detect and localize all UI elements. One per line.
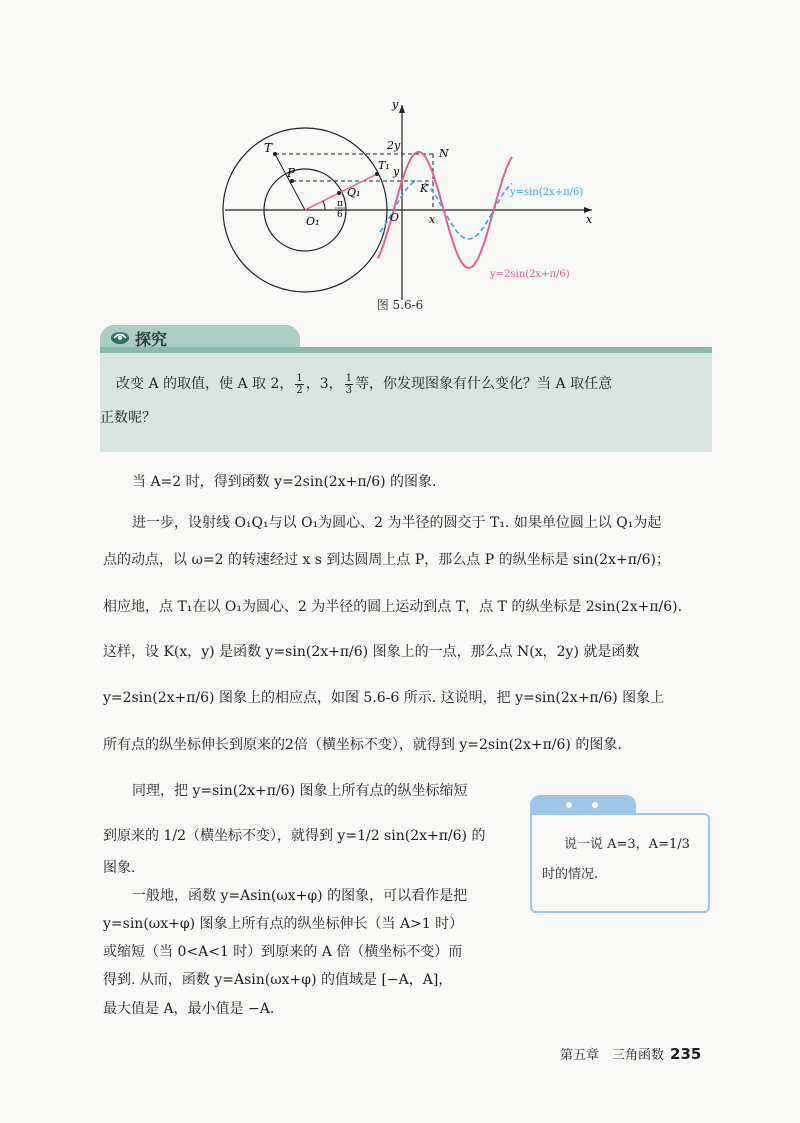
paragraph-2-line-2: 点的动点，以 ω=2 的转速经过 x s 到达圆周上点 P，那么点 P 的纵坐标是 sin(2x+π/6)； — [103, 552, 670, 568]
discussion-text: 说一说 A=3，A=1/3 时的情况. — [542, 837, 690, 882]
label-O: O — [390, 211, 400, 224]
paragraph-4-line-1: 一般地，函数 y=Asin(ωx+φ) 的图象，可以看作是把 — [132, 888, 468, 904]
paragraph-2-line-4: 这样，设 K(x，y) 是函数 y=sin(2x+π/6) 图象上的一点，那么点 N(x，2y) 就是函数 — [103, 644, 640, 660]
label-T1: T₁ — [378, 159, 390, 172]
figure-5-6-6 — [220, 95, 600, 305]
paragraph-3-line-2: 到原来的 1/2（横坐标不变），就得到 y=1/2 sin(2x+π/6) 的 — [103, 828, 486, 844]
paragraph-4-line-3: 或缩短（当 0<A<1 时）到原来的 A 倍（横坐标不变）而 — [103, 944, 463, 960]
y-axis-label: y — [392, 98, 399, 111]
paragraph-4-line-2: y=sin(ωx+φ) 图象上所有点的纵坐标伸长（当 A>1 时） — [103, 916, 464, 932]
angle-den: 6 — [337, 210, 343, 220]
paragraph-4-line-5: 最大值是 A，最小值是 −A. — [103, 1001, 275, 1017]
paragraph-3-line-1: 同理，把 y=sin(2x+π/6) 图象上所有点的纵坐标缩短 — [132, 783, 468, 799]
paragraph-2-line-1: 进一步，设射线 O₁Q₁与以 O₁为圆心、2 为半径的圆交于 T₁. 如果单位圆上以 Q₁为起 — [132, 515, 662, 531]
label-x: x — [429, 213, 436, 226]
chapter-title: 第五章 三角函数 — [560, 1048, 665, 1063]
explore-tab — [100, 325, 300, 349]
paragraph-1: 当 A=2 时，得到函数 y=2sin(2x+π/6) 的图象. — [132, 474, 437, 490]
explore-box — [100, 325, 712, 452]
explore-icon — [110, 329, 130, 345]
figure-caption: 图 5.6-6 — [376, 298, 424, 312]
label-K: K — [420, 182, 429, 195]
label-Q1: Q₁ — [347, 186, 361, 199]
page-number: 235 — [670, 1045, 702, 1063]
paragraph-2-line-3: 相应地，点 T₁在以 O₁为圆心、2 为半径的圆上运动到点 T，点 T 的纵坐标是 2sin(2x+π/6). — [103, 599, 683, 615]
label-2y: 2y — [387, 139, 401, 152]
page-footer — [560, 1044, 701, 1063]
paragraph-2-line-5: y=2sin(2x+π/6) 图象上的相应点，如图 5.6-6 所示. 这说明，把 y=sin(2x+π/6) 图象上 — [103, 690, 665, 706]
discussion-box — [530, 795, 710, 913]
curve2-label: y=2sin(2x+π/6) — [490, 269, 570, 280]
dot-icon — [566, 802, 572, 808]
explore-title: 探究 — [135, 330, 168, 349]
label-P: P — [287, 166, 296, 180]
paragraph-3-line-3: 图象. — [103, 860, 136, 876]
label-O1: O₁ — [306, 215, 320, 228]
explore-text: 改变 A 的取值，使 A 取 2， $\frac{1}{2}$ ，3， $\frac{1}{3}$ 等，你发现图象有什么变化？当 A 取任意 正数呢？ — [100, 372, 613, 426]
paragraph-4-line-4: 得到. 从而，函数 y=Asin(ωx+φ) 的值域是 [−A，A]， — [103, 972, 453, 988]
x-axis-label: x — [586, 213, 593, 226]
label-y: y — [393, 165, 400, 178]
label-N: N — [439, 147, 449, 160]
paragraph-2-line-6: 所有点的纵坐标伸长到原来的2倍（横坐标不变），就得到 y=2sin(2x+π/6) 的图象. — [103, 737, 622, 753]
dot-icon — [592, 802, 598, 808]
label-T: T — [264, 141, 273, 155]
curve1-label: y=sin(2x+π/6) — [510, 187, 584, 198]
angle-num: π — [337, 199, 343, 209]
